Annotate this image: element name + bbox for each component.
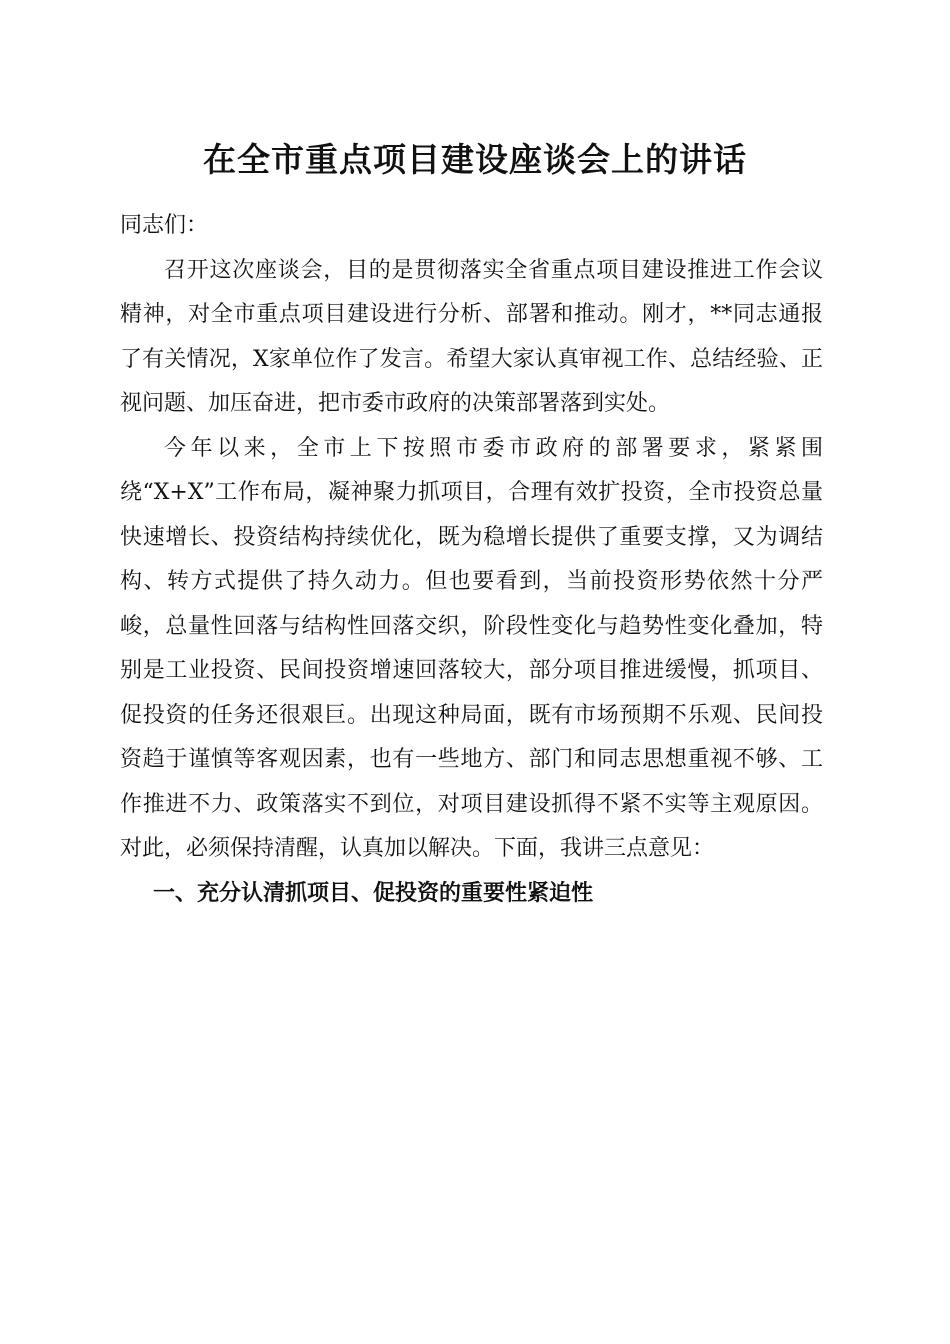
document-title: 在全市重点项目建设座谈会上的讲话 bbox=[203, 140, 747, 179]
paragraph-opening: 召开这次座谈会，目的是贯彻落实全省重点项目建设推进工作会议精神，对全市重点项目建设进行分析、部署和推动。刚才，**同志通报了有关情况，X家单位作了发言。希望大家认真审视工作、总结经验、正视问题、加压奋进，把市委市政府的决策部署落到实处。 bbox=[120, 257, 823, 416]
paragraph-situation: 今年以来，全市上下按照市委市政府的部署要求，紧紧围绕“X+X”工作布局，凝神聚力抓项目，合理有效扩投资，全市投资总量快速增长、投资结构持续优化，既为稳增长提供了重要支撑，又为调结构、转方式提供了持久动力。但也要看到，当前投资形势依然十分严峻，总量性回落与结构性回落交织，阶段性变化与趋势性变化叠加，特别是工业投资、民间投资增速回落较大，部分项目推进缓慢，抓项目、促投资的任务还很艰巨。出现这种局面，既有市场预期不乐观、民间投资趋于谨慎等客观因素，也有一些地方、部门和同志思想重视不够、工作推进不力、政策落实不到位，对项目建设抓得不紧不实等主观原因。对此，必须保持清醒，认真加以解决。下面，我讲三点意见： bbox=[120, 435, 823, 861]
section-heading: 一、充分认清抓项目、促投资的重要性紧迫性 bbox=[153, 880, 594, 906]
salutation: 同志们： bbox=[120, 213, 209, 238]
document-body bbox=[120, 204, 823, 916]
